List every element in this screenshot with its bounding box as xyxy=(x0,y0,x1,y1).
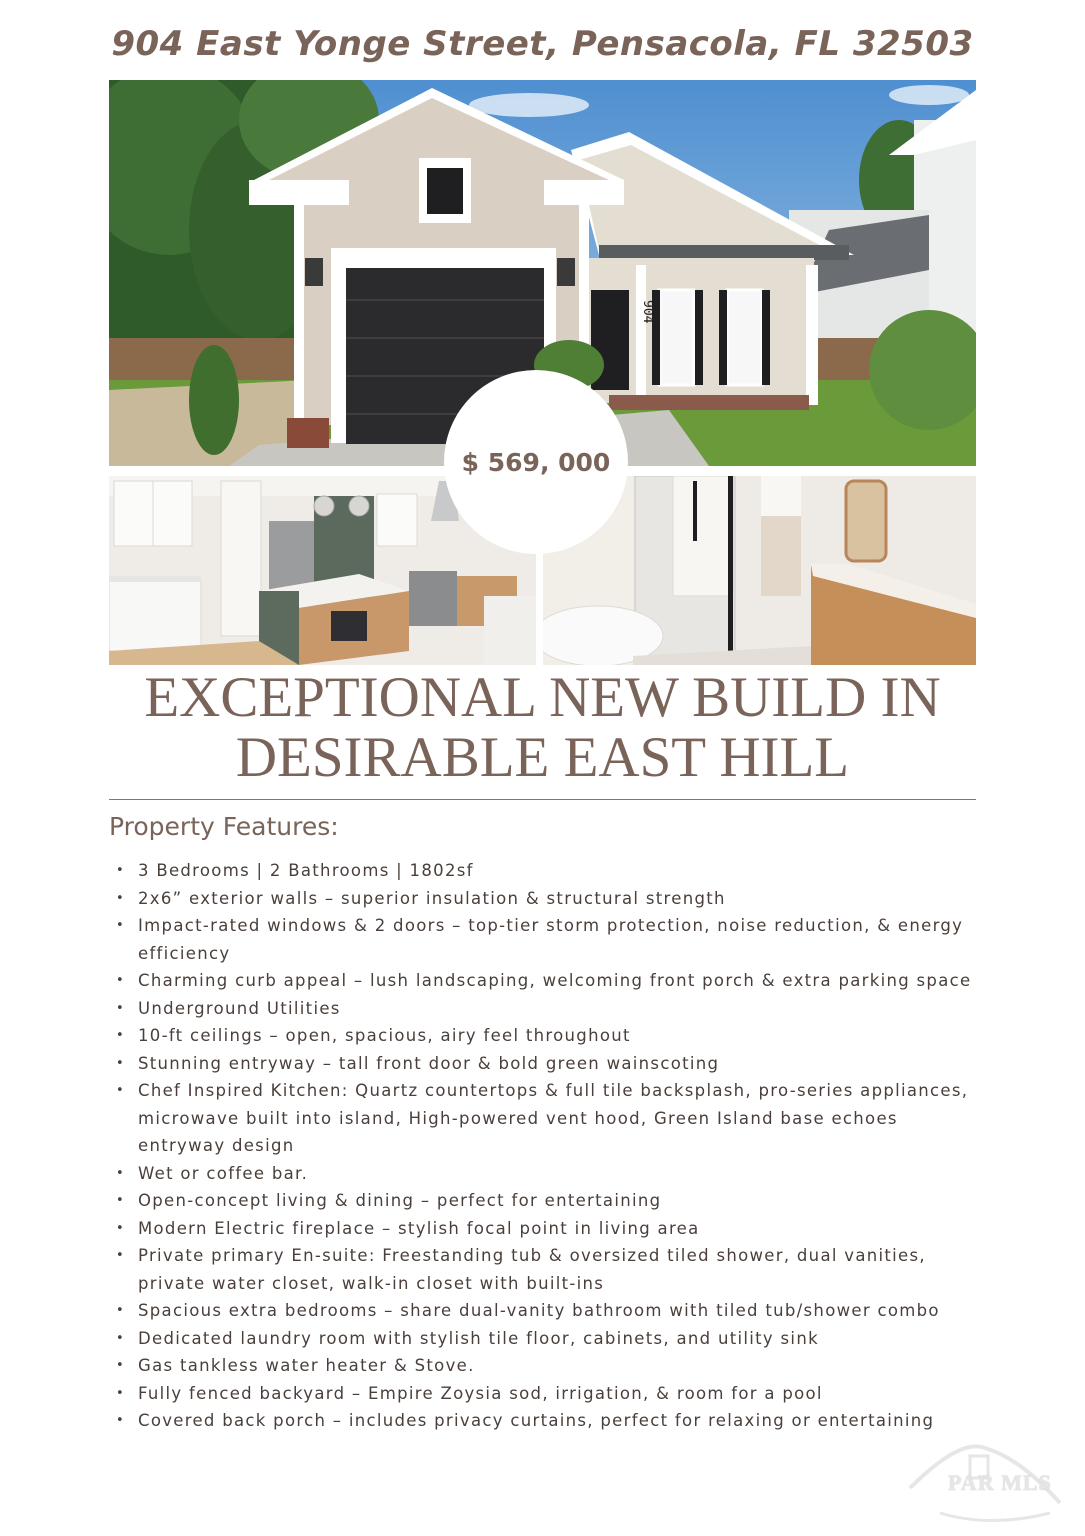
feature-item: • Private primary En-suite: Freestanding tub & oversized tiled shower, dual vanities, private water closet, walk-in closet with built-ins xyxy=(113,1242,983,1297)
house-number-text: 904 xyxy=(640,300,655,324)
feature-item: • Fully fenced backyard – Empire Zoysia sod, irrigation, & room for a pool xyxy=(113,1380,983,1408)
feature-item: • Dedicated laundry room with stylish tile floor, cabinets, and utility sink xyxy=(113,1325,983,1353)
headline-line: EXCEPTIONAL NEW BUILD IN xyxy=(144,666,941,729)
feature-item: • 2x6” exterior walls – superior insulation & structural strength xyxy=(113,885,983,913)
feature-item: • Underground Utilities xyxy=(113,995,983,1023)
headline-line: DESIRABLE EAST HILL xyxy=(235,726,850,789)
divider xyxy=(109,799,976,800)
price-badge xyxy=(444,370,628,554)
headline xyxy=(109,668,976,788)
features-title: Property Features: xyxy=(109,812,339,841)
feature-item: • 10-ft ceilings – open, spacious, airy feel throughout xyxy=(113,1022,983,1050)
feature-item: • Spacious extra bedrooms – share dual-vanity bathroom with tiled tub/shower combo xyxy=(113,1297,983,1325)
feature-item: • 3 Bedrooms | 2 Bathrooms | 1802sf xyxy=(113,857,983,885)
feature-item: • Modern Electric fireplace – stylish focal point in living area xyxy=(113,1215,983,1243)
feature-item: • Open-concept living & dining – perfect for entertaining xyxy=(113,1187,983,1215)
feature-item: • Stunning entryway – tall front door & bold green wainscoting xyxy=(113,1050,983,1078)
features-list xyxy=(113,857,983,1435)
feature-item: • Covered back porch – includes privacy curtains, perfect for relaxing or entertaining xyxy=(113,1407,983,1435)
property-address: 904 East Yonge Street, Pensacola, FL 32503 xyxy=(111,24,974,64)
feature-item: • Chef Inspired Kitchen: Quartz countertops & full tile backsplash, pro-series appliances, microwave built into island, High-powered vent hood, Green Island base echoes entryway design xyxy=(113,1077,983,1160)
feature-item: • Gas tankless water heater & Stove. xyxy=(113,1352,983,1380)
feature-item: • Charming curb appeal – lush landscaping, welcoming front porch & extra parking space xyxy=(113,967,983,995)
price-text: $ 569, 000 xyxy=(461,447,611,477)
feature-item: • Impact-rated windows & 2 doors – top-tier storm protection, noise reduction, & energy efficiency xyxy=(113,912,983,967)
feature-item: • Wet or coffee bar. xyxy=(113,1160,983,1188)
mls-watermark-text: PAR MLS xyxy=(948,1470,1052,1495)
